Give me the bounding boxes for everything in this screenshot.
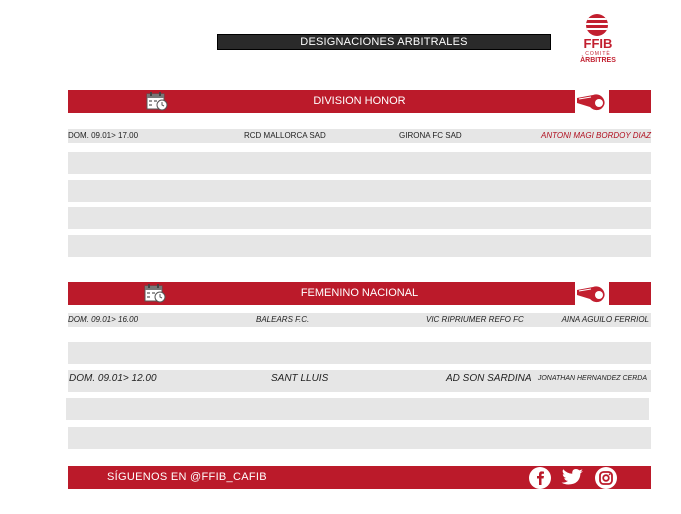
- section-bar-femenino-nacional: [68, 282, 651, 305]
- home-team: RCD MALLORCA SAD: [244, 131, 326, 140]
- logo-line2: ÀRBITRES: [580, 57, 616, 64]
- ball-icon: [586, 14, 608, 36]
- home-team: BALEARS F.C.: [256, 315, 310, 324]
- table-row: [68, 235, 651, 257]
- twitter-icon[interactable]: [559, 466, 585, 489]
- table-row: [68, 129, 651, 143]
- away-team: VIC RIPRIUMER REFO FC: [426, 315, 524, 324]
- away-team: GIRONA FC SAD: [399, 131, 462, 140]
- referee-name: JONATHAN HERNANDEZ CERDA: [537, 375, 647, 382]
- referee-name: AINA AGUILO FERRIOL: [561, 315, 649, 324]
- table-row: [68, 427, 651, 449]
- instagram-icon[interactable]: [595, 467, 617, 489]
- referee-name: ANTONI MAGI BORDOY DIAZ: [541, 131, 651, 140]
- ffib-logo: [576, 14, 620, 68]
- table-row: [68, 313, 651, 327]
- home-team: SANT LLUIS: [271, 373, 329, 384]
- section-title: FEMENINO NACIONAL: [300, 287, 419, 299]
- footer-text: SÍGUENOS EN @FFIB_CAFIB: [107, 471, 267, 483]
- away-team: AD SON SARDINA: [446, 373, 532, 384]
- table-row: [68, 207, 651, 229]
- match-date: DOM. 09.01> 12.00: [69, 373, 157, 384]
- table-row: [66, 398, 649, 420]
- facebook-icon[interactable]: [529, 467, 551, 489]
- logo-brand: FFIB: [583, 36, 613, 51]
- match-date: DOM. 09.01> 16.00: [68, 315, 139, 324]
- page-title: DESIGNACIONES ARBITRALES: [217, 34, 551, 50]
- whistle-icon: [575, 90, 609, 113]
- table-row: [68, 342, 651, 364]
- logo-line1: COMITÈ: [585, 51, 611, 57]
- table-row: [68, 152, 651, 174]
- table-row: [68, 180, 651, 202]
- social-footer: [68, 466, 651, 489]
- section-bar-division-honor: [68, 90, 651, 113]
- match-date: DOM. 09.01> 17.00: [68, 131, 139, 140]
- whistle-icon: [575, 282, 609, 305]
- section-title: DIVISION HONOR: [313, 95, 406, 107]
- table-row: [68, 370, 651, 392]
